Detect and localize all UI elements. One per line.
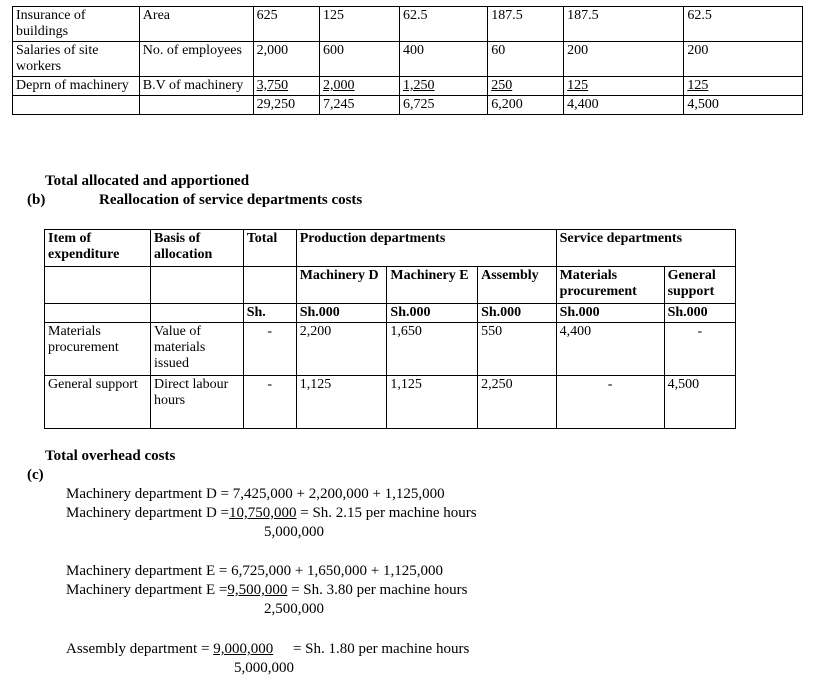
value-cell: 4,400 — [556, 323, 664, 376]
item-cell: Deprn of machinery — [13, 77, 140, 96]
calc-a-numerator: 9,000,000 — [213, 641, 274, 657]
value-cell: - — [664, 323, 735, 376]
header-production: Production departments — [296, 230, 556, 267]
header-general: General support — [664, 267, 735, 304]
calc-a-line — [66, 641, 469, 658]
total-cell: 3,750 — [253, 77, 319, 96]
total-cell: 29,250 — [253, 96, 319, 115]
value-cell: 2,200 — [296, 323, 387, 376]
calc-d-line1 — [66, 486, 445, 503]
value-cell: 2,000 — [320, 77, 400, 96]
calc-d-expr: = 7,425,000 + 2,200,000 + 1,125,000 — [220, 486, 445, 502]
calc-d-numerator: 10,750,000 — [229, 505, 297, 521]
header-basis: Basis of allocation — [150, 230, 243, 267]
value-cell: 600 — [320, 42, 400, 77]
value-cell: 550 — [478, 323, 556, 376]
unit-cell: Sh.000 — [556, 304, 664, 323]
value-cell: 62.5 — [684, 7, 803, 42]
reallocation-table — [44, 229, 736, 429]
header-assembly: Assembly — [478, 267, 556, 304]
header-materials: Materials procurement — [556, 267, 664, 304]
reallocation-heading: Reallocation of service departments costs — [99, 192, 363, 208]
value-cell: 1,125 — [296, 376, 387, 429]
empty-cell — [243, 267, 296, 304]
item-cell: Materials procurement — [45, 323, 151, 376]
unit-cell: Sh.000 — [387, 304, 478, 323]
value-cell: 1,250 — [400, 77, 488, 96]
table-row — [13, 42, 803, 77]
empty-cell — [45, 304, 151, 323]
value-cell: 2,250 — [478, 376, 556, 429]
empty-cell — [150, 304, 243, 323]
table-row — [45, 323, 736, 376]
calc-a-denominator: 5,000,000 — [234, 660, 294, 676]
calc-d-result: = Sh. 2.15 per machine hours — [300, 505, 477, 521]
header-machinery-d: Machinery D — [296, 267, 387, 304]
table-header-row — [45, 267, 736, 304]
total-cell: - — [243, 376, 296, 429]
calc-d-line2 — [66, 505, 477, 522]
value-cell: 200 — [564, 42, 684, 77]
section-b-label: (b) — [27, 192, 46, 208]
calc-e-numerator: 9,500,000 — [227, 582, 288, 598]
value-cell: 6,725 — [400, 96, 488, 115]
basis-cell: Area — [139, 7, 253, 42]
calc-e-eq: = — [218, 582, 228, 598]
empty-cell — [45, 267, 151, 304]
table-row — [45, 376, 736, 429]
table-header-row — [45, 230, 736, 267]
value-cell: 187.5 — [564, 7, 684, 42]
total-cell: - — [243, 323, 296, 376]
header-item: Item of expenditure — [45, 230, 151, 267]
basis-cell: B.V of machinery — [139, 77, 253, 96]
item-cell — [13, 96, 140, 115]
table-row — [13, 96, 803, 115]
value-cell: 125 — [320, 7, 400, 42]
value-cell: 60 — [488, 42, 564, 77]
calc-d-eq: = — [220, 505, 229, 521]
calc-d-denominator: 5,000,000 — [264, 524, 324, 540]
total-allocated-heading: Total allocated and apportioned — [45, 173, 250, 189]
calc-d-label: Machinery department D — [66, 486, 217, 502]
unit-row — [45, 304, 736, 323]
empty-cell — [150, 267, 243, 304]
calc-e-expr: = 6,725,000 + 1,650,000 + 1,125,000 — [218, 563, 443, 579]
basis-cell — [139, 96, 253, 115]
unit-cell: Sh.000 — [296, 304, 387, 323]
value-cell: 125 — [684, 77, 803, 96]
value-cell: 250 — [488, 77, 564, 96]
total-cell: 625 — [253, 7, 319, 42]
calc-e-result: = Sh. 3.80 per machine hours — [291, 582, 468, 598]
table-row — [13, 7, 803, 42]
calc-e-denominator: 2,500,000 — [264, 601, 324, 617]
value-cell: - — [556, 376, 664, 429]
calc-e-line1 — [66, 563, 443, 580]
value-cell: 187.5 — [488, 7, 564, 42]
total-cell: 2,000 — [253, 42, 319, 77]
item-cell: Salaries of site workers — [13, 42, 140, 77]
item-cell: General support — [45, 376, 151, 429]
basis-cell: Direct labour hours — [150, 376, 243, 429]
calc-d-label: Machinery department D — [66, 505, 217, 521]
basis-cell: No. of employees — [139, 42, 253, 77]
value-cell: 400 — [400, 42, 488, 77]
calc-e-label: Machinery department E — [66, 582, 216, 598]
value-cell: 6,200 — [488, 96, 564, 115]
value-cell: 1,125 — [387, 376, 478, 429]
value-cell: 200 — [684, 42, 803, 77]
unit-total: Sh. — [243, 304, 296, 323]
total-overhead-heading: Total overhead costs — [45, 448, 176, 464]
apportionment-table — [12, 6, 803, 115]
value-cell: 4,400 — [564, 96, 684, 115]
unit-cell: Sh.000 — [478, 304, 556, 323]
basis-cell: Value of materials issued — [150, 323, 243, 376]
item-cell: Insurance of buildings — [13, 7, 140, 42]
calc-a-label: Assembly department = — [66, 641, 210, 657]
table-row — [13, 77, 803, 96]
section-c-label: (c) — [27, 467, 44, 483]
calc-a-result: = Sh. 1.80 per machine hours — [292, 641, 470, 657]
calc-e-label: Machinery department E — [66, 563, 216, 579]
calc-e-line2 — [66, 582, 467, 599]
value-cell: 4,500 — [684, 96, 803, 115]
value-cell: 4,500 — [664, 376, 735, 429]
value-cell: 7,245 — [320, 96, 400, 115]
value-cell: 62.5 — [400, 7, 488, 42]
header-machinery-e: Machinery E — [387, 267, 478, 304]
value-cell: 1,650 — [387, 323, 478, 376]
header-total: Total — [243, 230, 296, 267]
unit-cell: Sh.000 — [664, 304, 735, 323]
header-service: Service departments — [556, 230, 735, 267]
value-cell: 125 — [564, 77, 684, 96]
